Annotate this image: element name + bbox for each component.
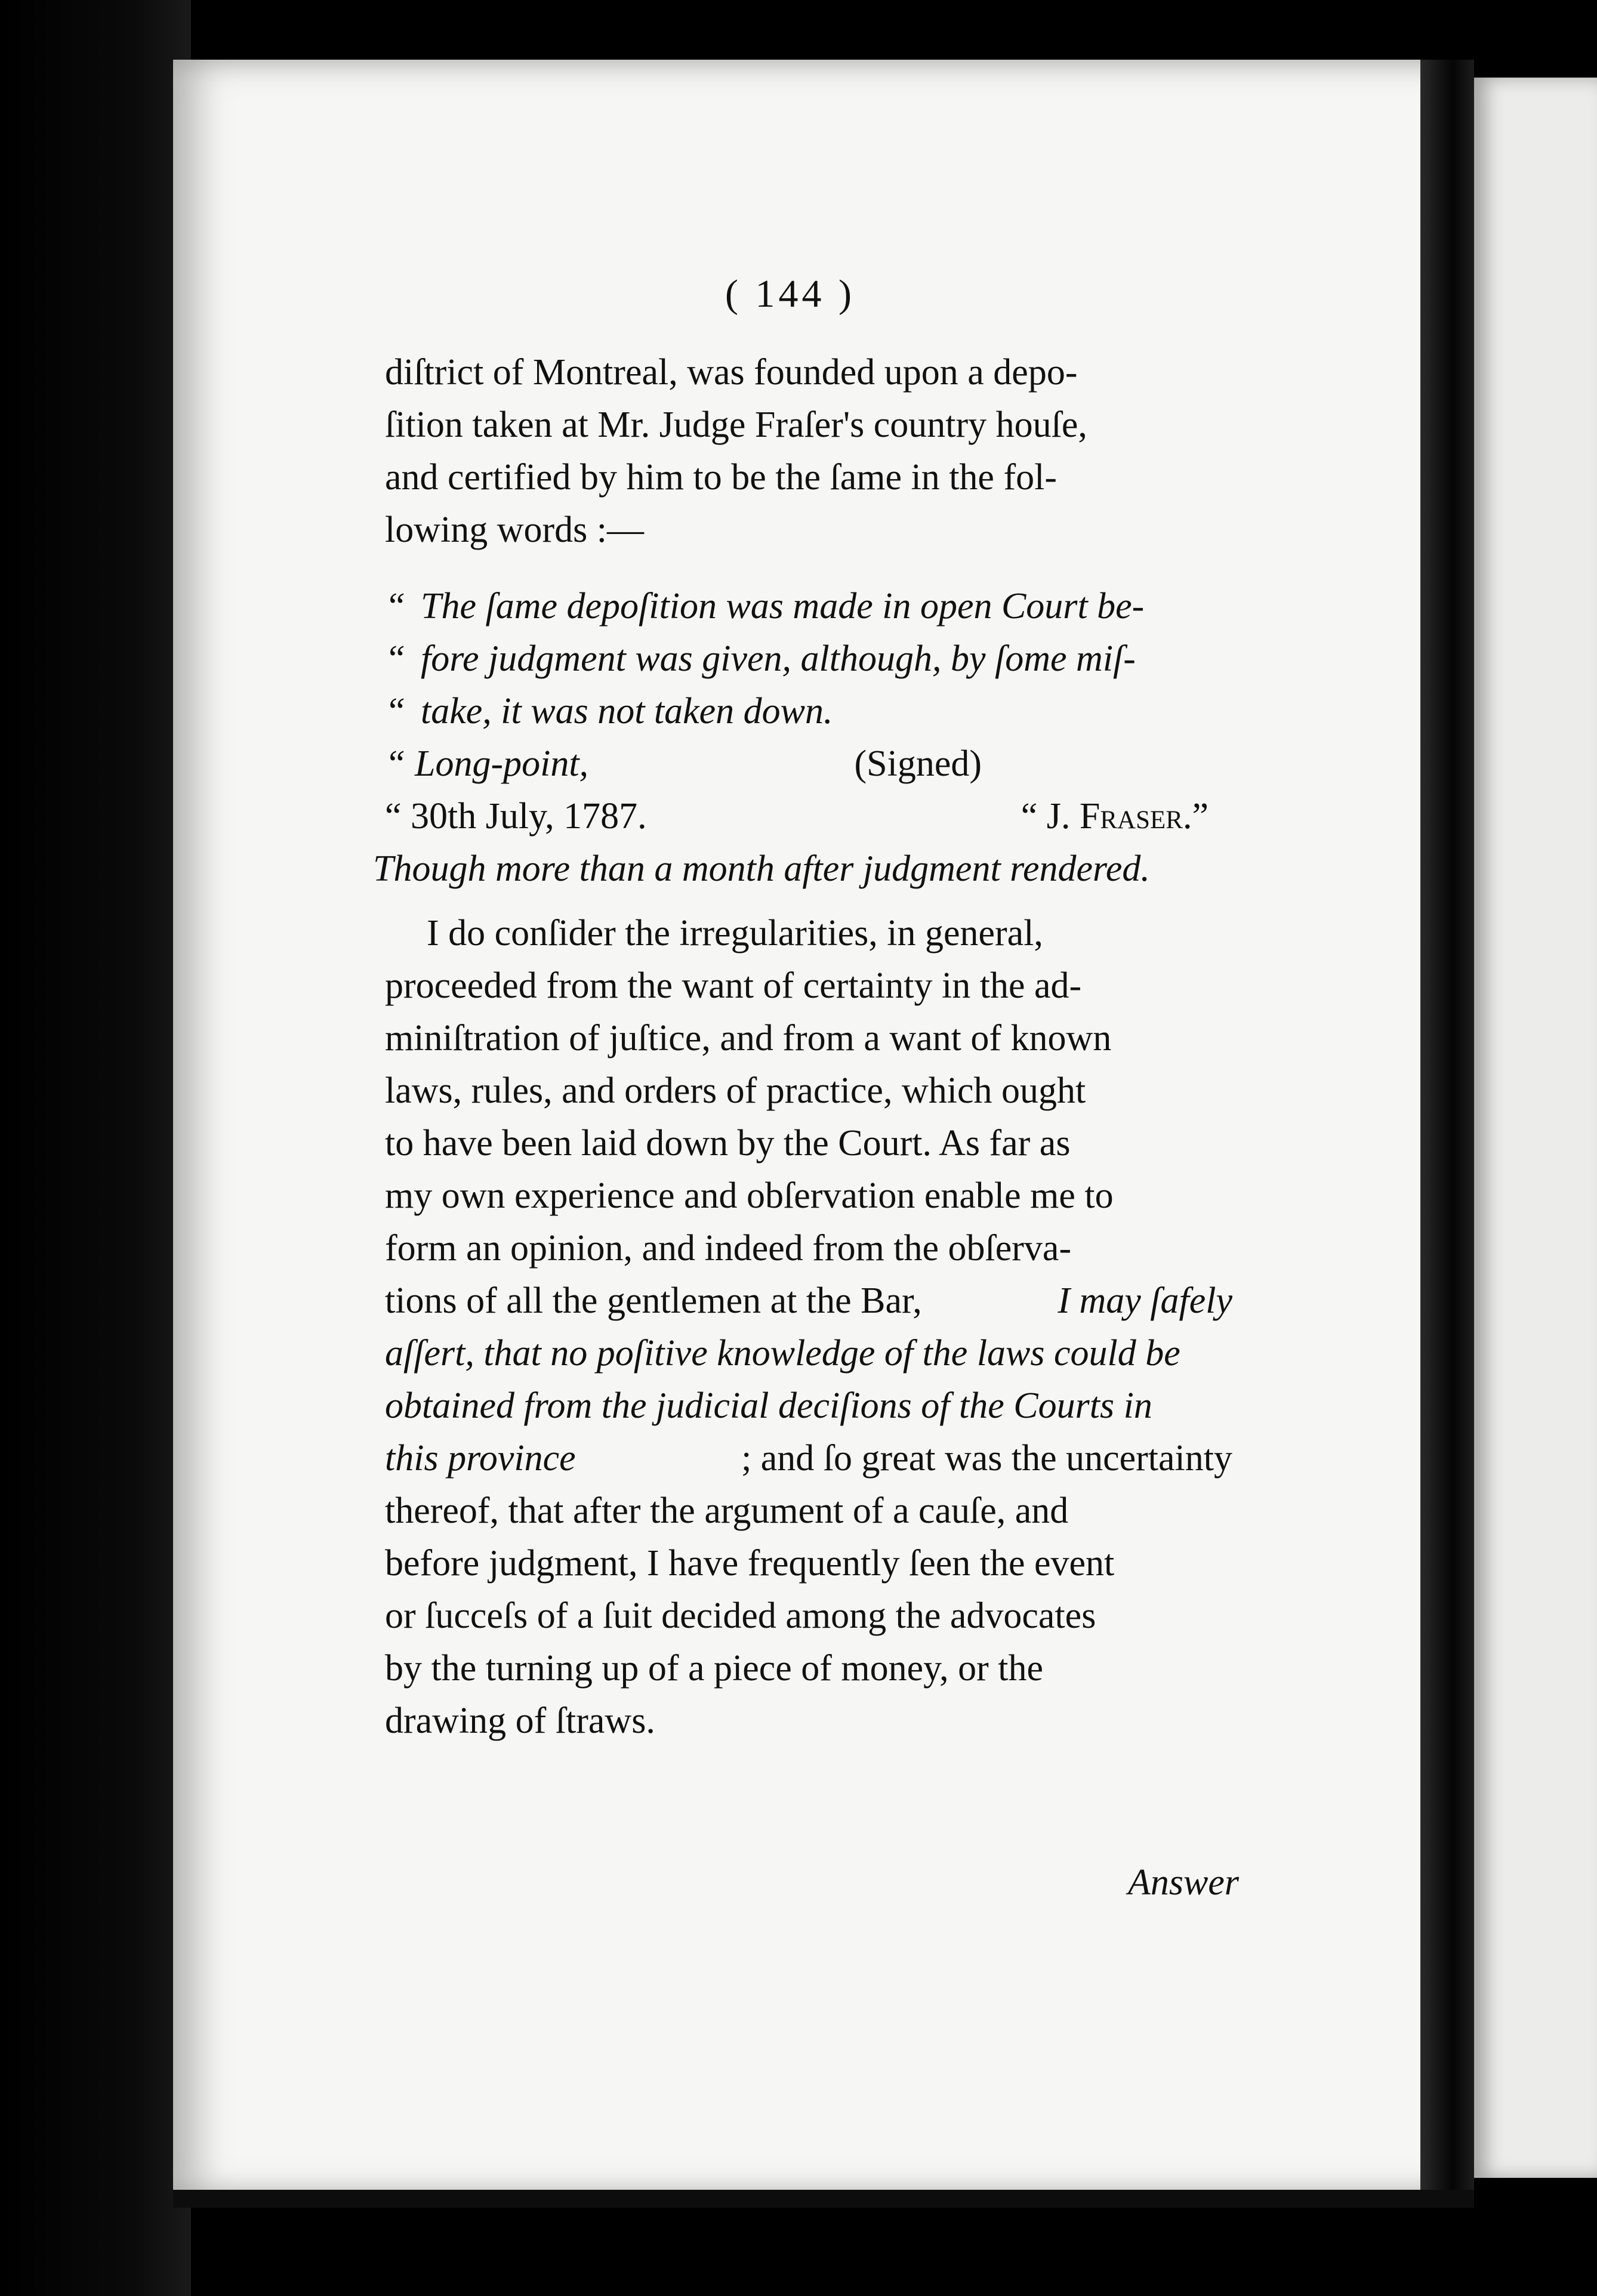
page-number: ( 144 ) [725,272,855,316]
text-line: obtained from the judicial deciſions of the Courts in [385,1385,1152,1426]
quoted-deposition-line: “ The ſame depoſition was made in open Court be- [385,586,1145,627]
text-line: lowing words :— [385,510,644,550]
signature-date: “ 30th July, 1787. [385,796,647,837]
text-line: proceeded from the want of certainty in the ad- [385,965,1082,1006]
text-line: ſition taken at Mr. Judge Fraſer's country houſe, [385,405,1087,445]
facing-page-edge [1474,78,1597,2178]
signature-place: “ Long-point, [385,743,589,784]
signed-label: (Signed) [854,743,982,784]
signature-name: “ J. Fraser.” [1021,796,1208,837]
text-line: form an opinion, and indeed from the obſerva- [385,1228,1072,1269]
text-line: aſſert, that no poſitive knowledge of the laws could be [385,1333,1180,1374]
text-line: laws, rules, and orders of practice, which ought [385,1070,1086,1111]
text-line: diſtrict of Montreal, was founded upon a depo- [385,352,1078,393]
text-line: before judgment, I have frequently ſeen the event [385,1543,1115,1584]
text-line: by the turning up of a piece of money, or the [385,1648,1044,1689]
text-line: my own experience and obſervation enable me to [385,1175,1114,1216]
page-bottom-edge [173,2190,1474,2208]
text-line: this province ; and ſo great was the uncertainty [385,1438,1232,1479]
text-line: to have been laid down by the Court. As far as [385,1123,1071,1164]
text-line: miniſtration of juſtice, and from a want of known [385,1018,1112,1058]
signature-line [385,737,1232,790]
text-line: tions of all the gentlemen at the Bar, I may ſafely [385,1280,1232,1321]
signature-line [385,790,1232,843]
page-text [373,346,1232,1747]
text-line: and certified by him to be the ſame in the fol- [385,457,1057,498]
text-line: thereof, that after the argument of a cauſe, and [385,1490,1069,1531]
quoted-deposition-line: “ fore judgment was given, although, by ſome miſ- [385,638,1136,679]
catchword: Answer [1128,1862,1239,1903]
text-line: drawing of ſtraws. [385,1701,655,1741]
book-spine-shadow [0,0,191,2296]
page-gutter-edge [1420,60,1474,2196]
text-line: or ſucceſs of a ſuit decided among the advocates [385,1596,1096,1636]
quoted-deposition-line: “ take, it was not taken down. [385,691,833,732]
text-line: I do conſider the irregularities, in general, [427,913,1043,953]
editorial-note: Though more than a month after judgment rendered. [373,848,1150,889]
